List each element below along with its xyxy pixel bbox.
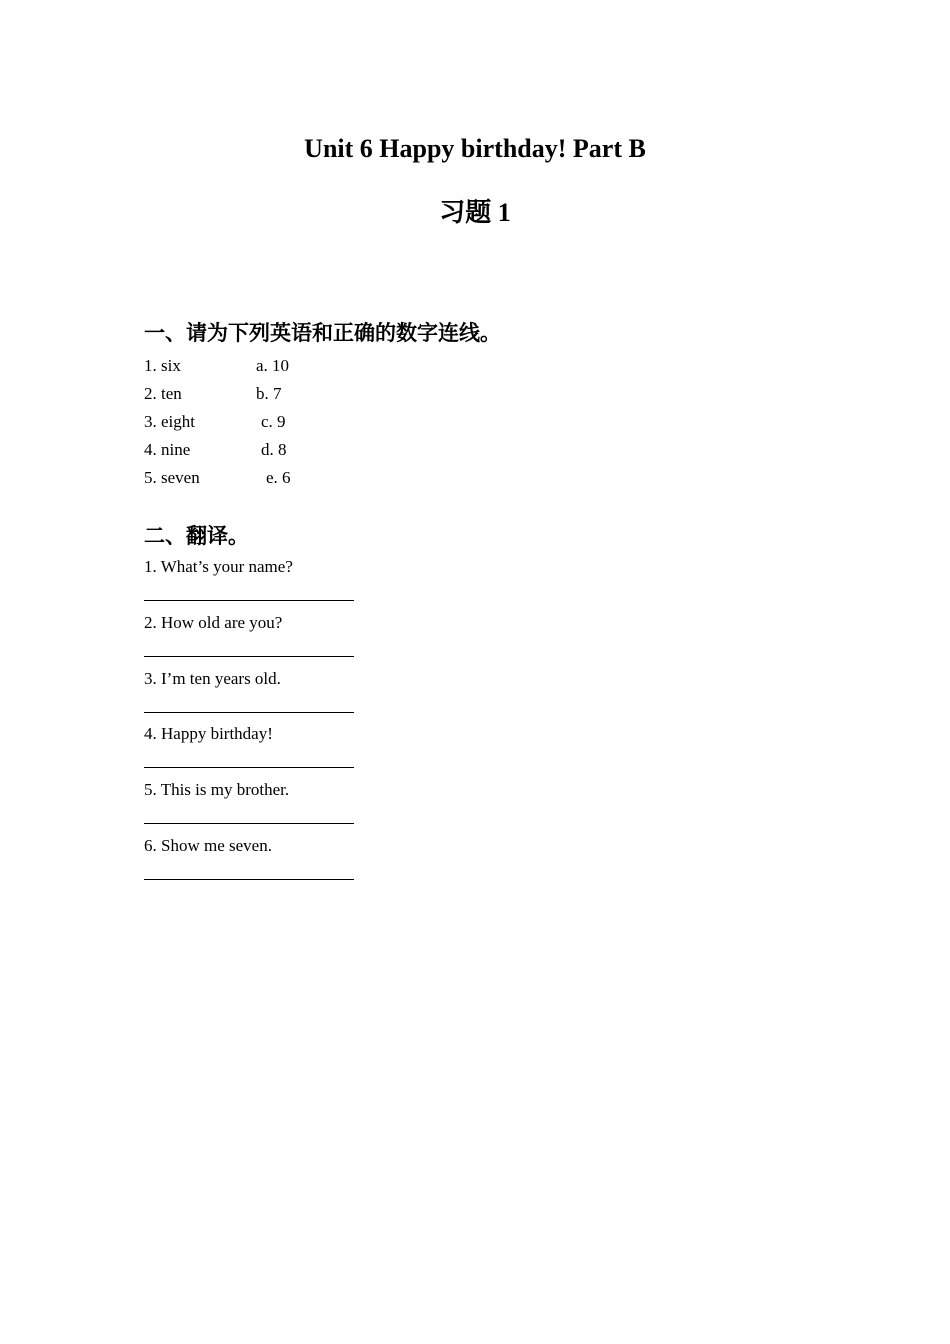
page-subtitle: 习题 1 <box>439 198 511 227</box>
match-row <box>144 438 444 466</box>
match-number: d. 8 <box>261 440 287 459</box>
match-row <box>144 354 444 382</box>
translation-item <box>144 778 544 834</box>
page-title: Unit 6 Happy birthday! Part B <box>304 134 646 163</box>
answer-line[interactable] <box>144 600 354 601</box>
match-row <box>144 466 444 494</box>
translation-item <box>144 555 544 611</box>
match-word: 1. six <box>144 356 181 375</box>
translation-question: 2. How old are you? <box>144 612 283 632</box>
answer-line[interactable] <box>144 767 354 768</box>
match-word: 5. seven <box>144 468 200 487</box>
translation-item <box>144 834 544 890</box>
match-number: e. 6 <box>266 468 291 487</box>
translation-list <box>144 555 544 890</box>
translation-question: 4. Happy birthday! <box>144 724 273 744</box>
match-word: 3. eight <box>144 412 195 431</box>
translation-item <box>144 611 544 667</box>
translation-question: 6. Show me seven. <box>144 835 272 855</box>
section-2-heading: 二、翻译。 <box>144 524 249 548</box>
section-1-heading: 一、请为下列英语和正确的数字连线。 <box>144 321 501 345</box>
answer-line[interactable] <box>144 879 354 880</box>
match-number: c. 9 <box>261 412 286 431</box>
match-number: a. 10 <box>256 356 290 375</box>
match-row <box>144 410 444 438</box>
matching-list <box>144 354 444 494</box>
match-row <box>144 382 444 410</box>
match-number: b. 7 <box>256 384 282 403</box>
match-word: 2. ten <box>144 384 182 403</box>
answer-line[interactable] <box>144 656 354 657</box>
translation-question: 3. I’m ten years old. <box>144 668 281 688</box>
translation-question: 1. What’s your name? <box>144 557 293 576</box>
match-word: 4. nine <box>144 440 191 459</box>
answer-line[interactable] <box>144 823 354 824</box>
translation-item <box>144 722 544 778</box>
translation-item <box>144 667 544 723</box>
translation-question: 5. This is my brother. <box>144 780 290 800</box>
answer-line[interactable] <box>144 712 354 713</box>
